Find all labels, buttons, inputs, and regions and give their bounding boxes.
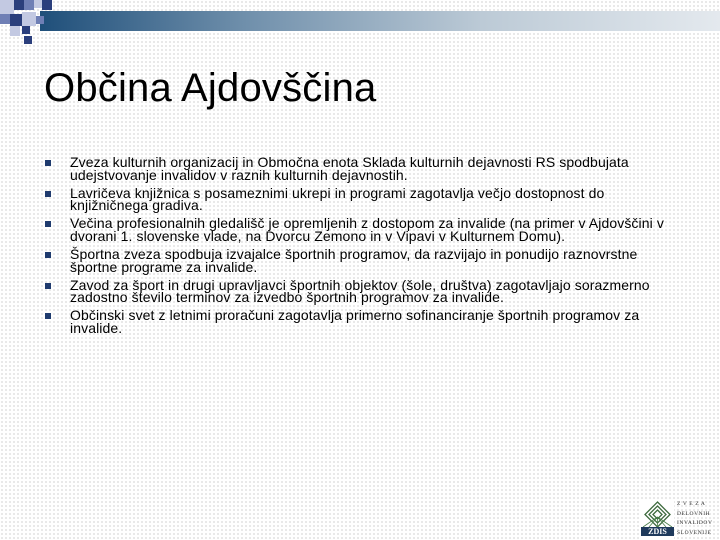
list-item-text: Zavod za šport in drugi upravljavci športnih objektov (šole, društva) zagotavljajo sorazmerno zadostno število terminov za izvedbo športnih programov za invalide. <box>70 276 650 306</box>
list-item <box>45 248 680 273</box>
decorative-squares <box>0 0 60 50</box>
logo-text <box>677 500 717 538</box>
square-bullet-icon <box>45 191 51 197</box>
square-deco <box>0 0 14 14</box>
logo-abbreviation: ZDIS <box>641 527 674 536</box>
square-deco <box>24 36 32 44</box>
square-deco <box>14 0 24 10</box>
logo-line: Z V E Z A <box>677 501 706 507</box>
square-deco <box>22 26 30 34</box>
header-gradient-bar <box>40 11 720 31</box>
list-item <box>45 156 680 181</box>
square-deco <box>10 14 22 26</box>
square-bullet-icon <box>45 313 51 319</box>
list-item-text: Športna zveza spodbuja izvajalce športnih programov, da razvijajo in ponudijo raznovrstne športne programe za invalide. <box>70 246 638 275</box>
square-deco <box>34 0 42 8</box>
list-item <box>45 276 680 306</box>
zdis-logo <box>641 499 717 539</box>
list-item <box>45 307 680 337</box>
square-deco <box>42 0 52 10</box>
logo-line: INVALIDOV <box>677 520 713 526</box>
square-deco <box>0 14 10 24</box>
square-bullet-icon <box>45 160 51 166</box>
square-deco <box>36 16 44 24</box>
logo-line: DELOVNIH <box>677 510 711 517</box>
list-item <box>45 217 680 242</box>
list-item <box>45 184 680 214</box>
bullet-list <box>45 156 680 340</box>
square-bullet-icon <box>45 283 51 289</box>
square-bullet-icon <box>45 252 51 258</box>
list-item-text: Zveza kulturnih organizacij in Območna enota Sklada kulturnih dejavnosti RS spodbujata udejstvovanje invalidov v raznih kulturnih dejavnostih. <box>70 154 629 183</box>
list-item-text: Lavričeva knjižnica s posameznimi ukrepi in programi zagotavlja večjo dostopnost do knjižničnega gradiva. <box>70 184 605 214</box>
square-bullet-icon <box>45 221 51 227</box>
list-item-text: Večina profesionalnih gledališč je opremljenih z dostopom za invalide (na primer v Ajdovščini v dvorani 1. slovenske vlade, na Dvorcu Zemono in v Vipavi v Kulturnem Domu). <box>70 215 664 244</box>
logo-line: SLOVENIJE <box>677 529 712 536</box>
list-item-text: Občinski svet z letnimi proračuni zagotavlja primerno sofinanciranje športnih programov za invalide. <box>70 307 640 337</box>
slide-title: Občina Ajdovščina <box>44 66 377 110</box>
square-deco <box>10 26 20 36</box>
square-deco <box>22 12 36 26</box>
square-deco <box>24 0 34 10</box>
